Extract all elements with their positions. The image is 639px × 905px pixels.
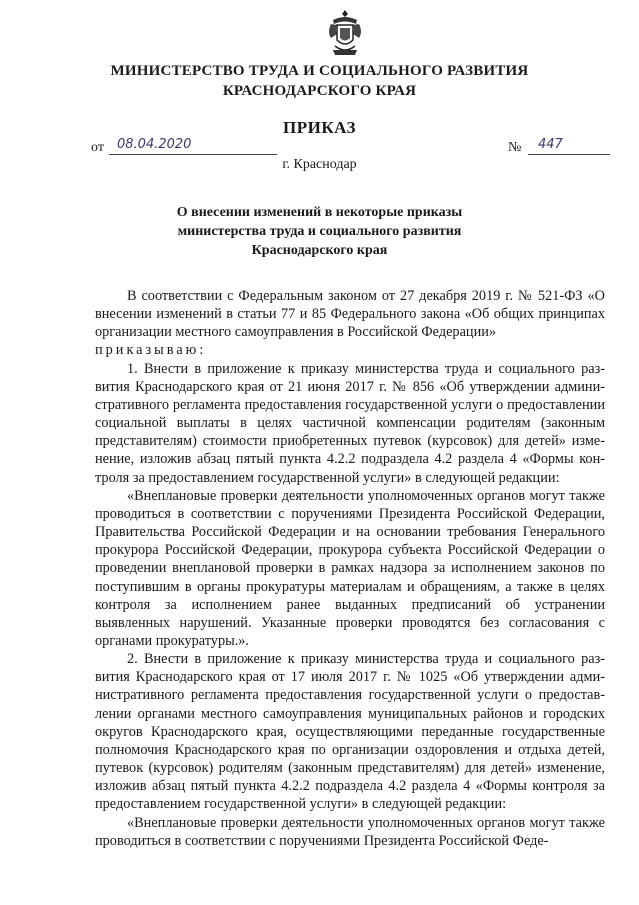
subject-line1: О внесении изменений в некоторые приказы [176,205,463,220]
paragraph-quote-1: «Внеплановые проверки деятельности уполномоченных органов могут также проводиться в соответствии с поручениями Президента Российской Федерации, Правительства Российской Федерации и на основании требования Генерального прокурора Российской Федерации, прокурора субъекта Российской Федерации о проведении внеплановой проверки в рамках надзора за исполнением законов по поступившим в органы прокуратуры материалам и обращениям, а также в целях контроля за исполнением ранее выданных предписаний об устранении выявленных нарушений. Указанные проверки проводятся без согласования с органами прокуратуры.». [95,487,605,649]
paragraph-quote-2: «Внеплановые проверки деятельности уполномоченных органов могут также проводиться в соответствии с поручениями Президента Российской Феде- [95,814,605,849]
order-body [95,287,605,850]
ministry-name-line2: КРАСНОДАРСКОГО КРАЯ [222,83,417,99]
city: г. Краснодар [282,157,357,172]
ministry-name-line1: МИНИСТЕРСТВО ТРУДА И СОЦИАЛЬНОГО РАЗВИТИЯ [110,63,529,79]
paragraph-preamble [95,287,605,360]
number-label: № [508,140,522,155]
order-title: ПРИКАЗ [283,118,356,137]
subject-line2: министерства труда и социального развития [177,224,462,239]
date-value: 08.04.2020 [109,137,277,155]
paragraph-1: 1. Внести в приложение к приказу министерства труда и социального развития Краснодарского края от 21 июня 2017 г. № 856 «Об утверждении административного регламента предоставления государственной услуги о предоставлении социальной выплаты в целях частичной компенсации родителям (законным представителям) стоимости приобретенных путевок (курсовок) для детей» изменение, изложив абзац пятый пункта 4.2.2 подраздела 4.2 раздела 4 «Формы контроля за предоставлением государственной услуги» в следующей редакции: [95,360,605,486]
number-value: 447 [528,137,610,155]
paragraph-2: 2. Внести в приложение к приказу министерства труда и социального развития Краснодарского края от 17 июля 2017 г. № 1025 «Об утверждении административного регламента предоставления государственной услуги о предоставлении органами местного самоуправления муниципальных районов и городских округов Краснодарского края, осуществляющими переданные государственные полномочия Краснодарского края по организации оздоровления и отдыха детей, путевок (курсовок) родителям (законным представителям) для детей» изменение, изложив абзац пятый пункта 4.2.2 подраздела 4.2 раздела 4 «Формы контроля за предоставлением государственной услуги» в следующей редакции: [95,651,605,813]
date-label: от [91,140,104,155]
subject-line3: Краснодарского края [251,243,388,258]
coat-of-arms-icon [325,8,365,58]
order-directive: приказываю: [95,342,207,359]
preamble-text: В соответствии с Федеральным законом от 27 декабря 2019 г. № 521-ФЗ «О внесении изменений в статьи 77 и 85 Федерального закона «Об общих принципах организации местного самоуправления в Российской Федерации» [95,288,605,341]
